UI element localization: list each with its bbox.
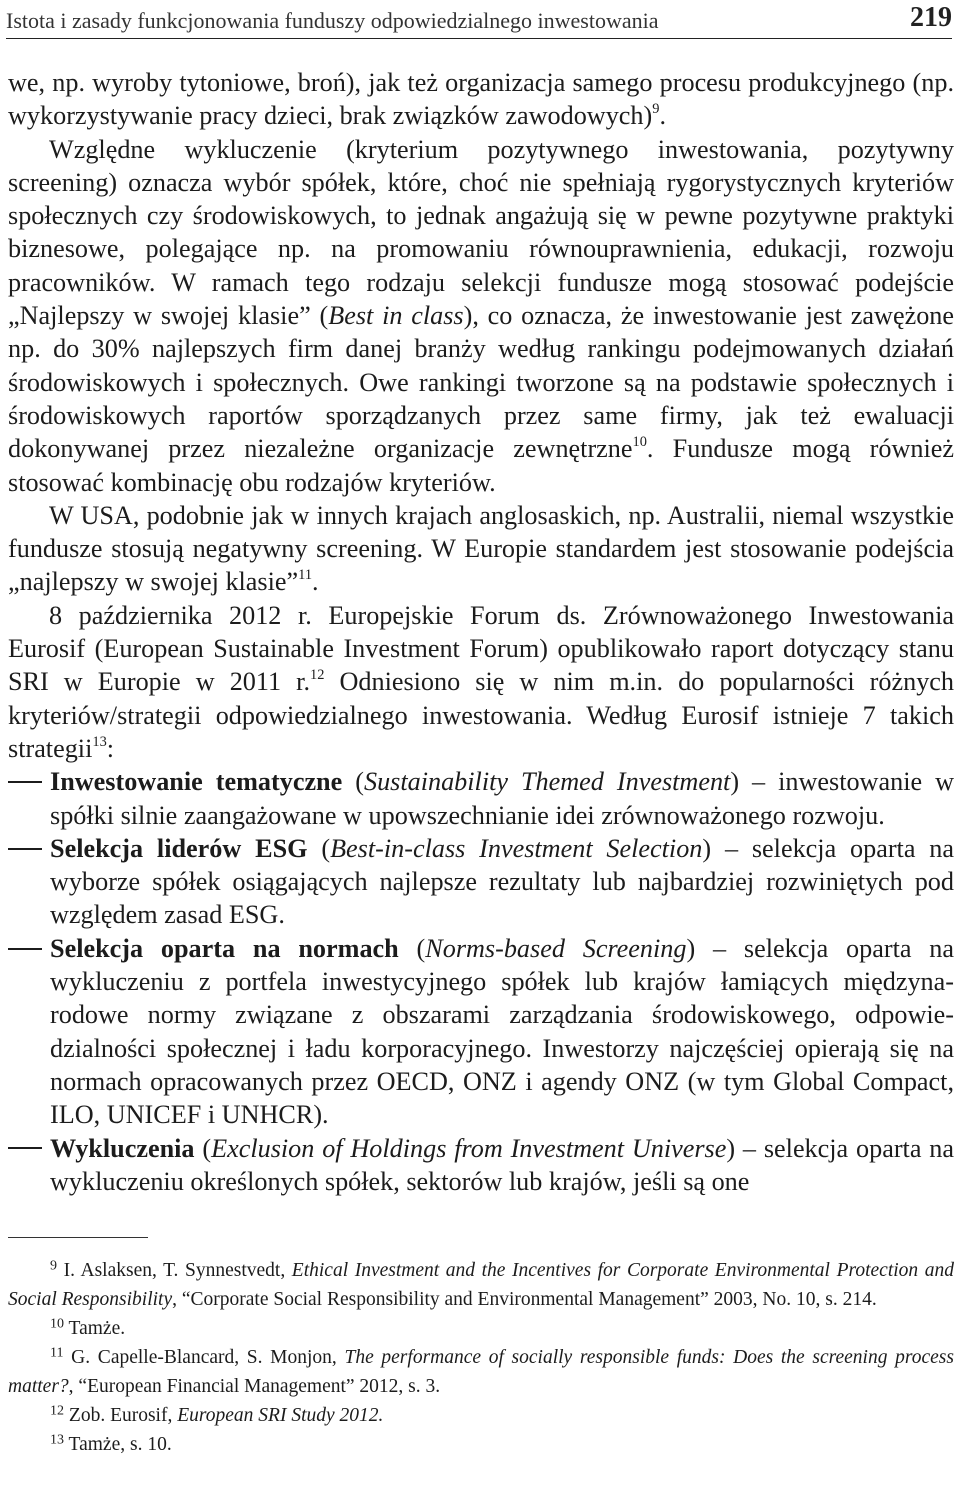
paragraph [8,499,954,599]
paragraph-text: W USA, podobnie jak w innych krajach anglosaskich, np. Australii, niemal wszystkie fundusze stosują negatywny screening. W Europie standardem jest stosowanie podejścia „najlepszy w swojej klasie” [8,500,954,597]
paragraph [8,66,954,133]
paragraph-text: 8 października 2012 r. Europejskie Forum ds. Zrównoważonego Inwestowania Eurosif (European Sustainable Investment Forum) opublikowało raport dotyczący stanu SRI w Europie w 2011 r. [8,600,954,697]
list-item-term: Wykluczenia [50,1133,195,1163]
footnote-ref: 11 [298,567,313,584]
italic-term: Best in class [328,301,464,331]
footnote-ref: 13 [92,734,107,751]
footnote-title: European SRI Study 2012. [177,1405,384,1426]
footnote [8,1401,954,1430]
paragraph-text: ), co oznacza, że inwestowanie jest zawężone np. do 30% najlepszych firm danej branży według rankingu podejmowanych działań środowiskowych i społecznych. Owe rankingi tworzone są na podstawie społecznych i środowiskowych raportów sporządzanych przez same firmy, jak też ewaluacji dokonywanej przez niezależne organizacje zewnętrzne [8,301,955,464]
dash-bullet [8,1132,42,1165]
paragraph-text: . [659,101,666,131]
list-item-term: Inwestowanie tematyczne [50,767,343,797]
list-item [8,932,954,1132]
footnote-text: Zob. Eurosif, [64,1405,178,1426]
list-item-text: ( [307,833,331,863]
footnote-number: 9 [50,1257,58,1274]
footnote-title: The performance of socially responsible funds: Does the screening process matter? [8,1347,954,1397]
list-item-text: ) – inwestowanie w spółki silnie zaangażowane w upowszechnianie idei zrównoważonego rozwoju. [50,767,954,830]
list-item-text: ) – selekcja oparta na wykluczeniu określonych spółek, sektorów lub krajów, jeśli są one [50,1133,954,1196]
list-item-term: Selekcja liderów ESG [50,833,308,863]
paragraph-text: . [312,567,319,597]
footnotes [8,1256,954,1459]
paragraph [8,133,954,499]
footnote-text: Tamże, s. 10. [64,1434,172,1455]
list-item [8,765,954,832]
list-item-term: Selekcja oparta na normach [50,933,399,963]
dash-bullet [8,932,42,965]
footnote-title: Ethical Investment and the Incentives for Corporate Environmental Protection and Social Responsibility [8,1260,954,1310]
footnote-divider [8,1237,148,1238]
running-title: Istota i zasady funkcjonowania funduszy odpowiedzialnego inwestowania [6,8,659,33]
footnote [8,1314,954,1343]
paragraph-text: : [106,733,115,763]
paragraph-text: Względne wykluczenie (kryterium pozytywnego inwestowania, pozytywny screening) oznacza wybór spółek, które, choć nie spełniają rygorystycznych kryteriów społecznych czy środowiskowych, to jednak angażują się w pewne pozytywne praktyki biznesowe, polegające np. na promowaniu równouprawnienia, edukacji, rozwoju pracowników. W ramach tego rodzaju selekcji fundusze mogą stosować podejście „Najlepszy w swojej klasie” ( [8,134,954,331]
page-number: 219 [910,2,952,33]
footnote [8,1256,954,1314]
list-item-english-term: Norms-based Screening [425,933,687,963]
paragraph [8,599,954,765]
footnote-text: Tamże. [64,1318,126,1339]
list-item [8,832,954,932]
paragraph-text: Odniesiono się w nim m.in. do popularności różnych kryteriów/strategii odpowiedzialnego inwestowania. Według Eurosif istnieje 7 takich strategii [8,667,954,763]
list-item-text: ) – selekcja oparta na wykluczeniu z portfela inwestycyjnego spółek lub krajów łamiących międzynarodowe normy związane z obszarami zarządzania środowiskowego, odpowiedzialności społecznej i ładu korporacyjnego. Inwestorzy najczęściej opierają się na normach opracowanych przez OECD, ONZ i agendy ONZ (w tym Global Compact, ILO, UNICEF i UNHCR). [50,933,954,1130]
list-item-english-term: Best-in-class Investment Selection [330,833,703,863]
paragraph-text: we, np. wyroby tytoniowe, broń), jak też organizacja samego procesu produkcyjnego (np. wykorzystywanie pracy dzieci, brak związków zawodowych) [8,68,954,131]
footnote [8,1430,954,1459]
footnote-number: 12 [50,1402,65,1419]
footnote-text: , “Corporate Social Responsibility and Environmental Management” 2003, No. 10, s. 214. [172,1289,877,1310]
footnote-number: 13 [50,1431,65,1448]
footnote-number: 10 [50,1315,65,1332]
footnote-ref: 10 [632,434,647,451]
list-item-english-term: Exclusion of Holdings from Investment Universe [211,1133,727,1163]
list-item-text: ) – selekcja oparta na wyborze spółek osiągających najlepsze rezultaty lub najbardziej rozwiniętych pod względem zasad ESG. [50,833,954,930]
footnote-text: I. Aslaksen, T. Synnestvedt, [57,1260,292,1281]
footnote-text: G. Capelle-Blancard, S. Monjon, [63,1347,345,1368]
list-item-text: ( [398,933,426,963]
list-item-text: ( [342,767,364,797]
main-text [8,66,954,1198]
paragraph-text: . Fundusze mogą również stosować kombinację obu rodzajów kryteriów. [8,434,954,497]
footnote-ref: 9 [652,101,660,118]
list-item-english-term: Sustainability Themed Investment [363,767,731,797]
dash-bullet [8,832,42,865]
footnote-ref: 12 [310,667,325,684]
dash-bullet [8,765,42,798]
running-header [6,0,952,39]
list-item [8,1132,954,1199]
footnote [8,1343,954,1401]
list-item-text: ( [194,1133,212,1163]
footnote-number: 11 [50,1344,64,1361]
footnote-text: , “European Financial Management” 2012, s. 3. [68,1376,441,1397]
